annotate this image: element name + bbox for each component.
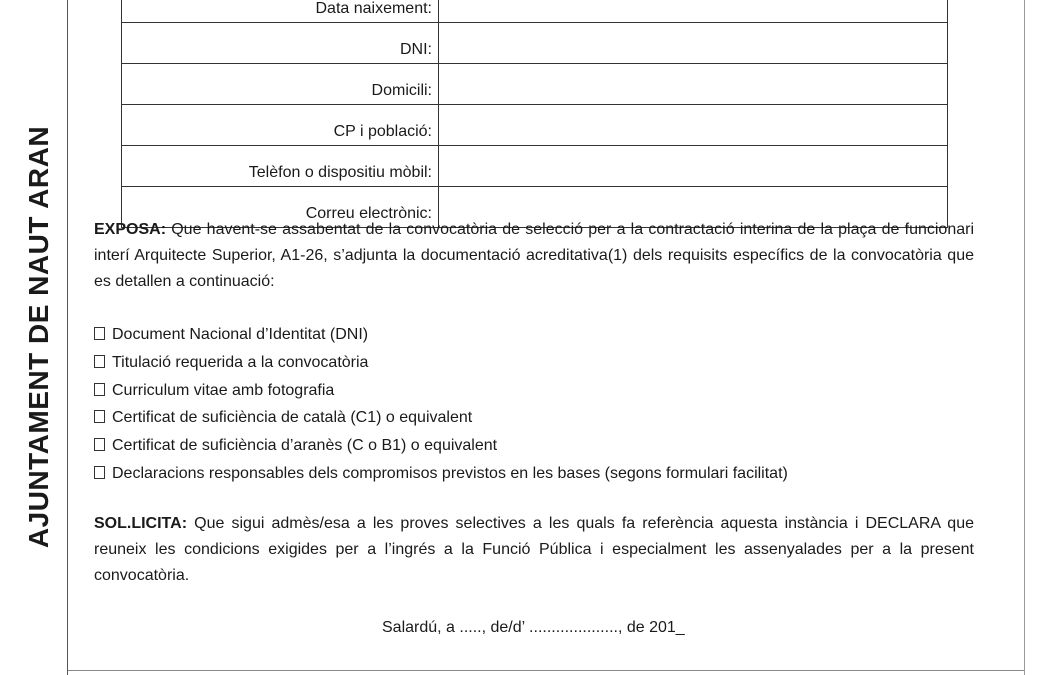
left-margin-rule <box>67 0 68 675</box>
place-date-line: Salardú, a ....., de/d’ ...................., de 201_ <box>382 619 685 636</box>
sollicita-text: Que sigui admès/esa a les proves selectives a les quals fa referència aquesta instància i DECLARA que reuneix les condicions exigides per a l’ingrés a la Funció Pública i especialment les assenyalades per a la present convocatòria. <box>94 515 974 584</box>
list-item <box>94 349 994 377</box>
requirement-label: Certificat de suficiència d’aranès (C o B1) o equivalent <box>112 437 498 455</box>
list-item <box>94 404 994 432</box>
table-row <box>122 64 948 105</box>
requirement-label: Document Nacional d’Identitat (DNI) <box>112 326 369 343</box>
organization-title: AJUNTAMENT DE NAUT ARAN <box>23 125 54 549</box>
checkbox[interactable] <box>94 438 105 451</box>
sollicita-heading: SOL.LICITA: <box>94 515 188 532</box>
checkbox[interactable] <box>94 410 105 423</box>
requirement-label: Certificat de suficiència de català (C1) o equivalent <box>112 409 473 427</box>
field-input-address[interactable] <box>439 64 948 105</box>
field-input-birthdate[interactable] <box>439 0 948 23</box>
requirement-label: Curriculum vitae amb fotografia <box>112 381 335 399</box>
exposa-heading: EXPOSA: <box>94 221 167 238</box>
list-item <box>94 321 994 349</box>
checkbox[interactable] <box>94 383 105 396</box>
sollicita-paragraph <box>94 511 974 589</box>
right-margin-rule <box>1024 0 1025 675</box>
field-input-phone[interactable] <box>439 146 948 187</box>
table-row <box>122 0 948 23</box>
personal-data-table <box>121 0 948 228</box>
field-label-email: Correu electrònic: <box>122 187 439 228</box>
list-item <box>94 377 994 405</box>
field-input-dni[interactable] <box>439 23 948 64</box>
requirement-label: Titulació requerida a la convocatòria <box>112 353 369 371</box>
requirements-checklist <box>94 321 994 488</box>
field-label-address: Domicili: <box>122 64 439 105</box>
field-input-postcode-town[interactable] <box>439 105 948 146</box>
bottom-rule <box>68 670 1024 671</box>
field-label-dni: DNI: <box>122 23 439 64</box>
list-item <box>94 432 994 460</box>
field-label-postcode-town: CP i població: <box>122 105 439 146</box>
checkbox[interactable] <box>94 355 105 368</box>
field-label-birthdate: Data naixement: <box>122 0 439 23</box>
exposa-text: Que havent-se assabentat de la convocatòria de selecció per a la contractació interina de la plaça de funcionari interí Arquitecte Superior, A1-26, s’adjunta la documentació acreditativa(1) dels requisits específics de la convocatòria que es detallen a continuació: <box>94 221 974 290</box>
exposa-paragraph <box>94 217 974 295</box>
table-row <box>122 146 948 187</box>
field-label-phone: Telèfon o dispositiu mòbil: <box>122 146 439 187</box>
requirement-label: Declaracions responsables dels compromisos previstos en les bases (segons formulari facilitat) <box>112 464 788 482</box>
table-row <box>122 23 948 64</box>
list-item <box>94 460 994 488</box>
table-row <box>122 105 948 146</box>
checkbox[interactable] <box>94 327 105 340</box>
checkbox[interactable] <box>94 466 105 479</box>
